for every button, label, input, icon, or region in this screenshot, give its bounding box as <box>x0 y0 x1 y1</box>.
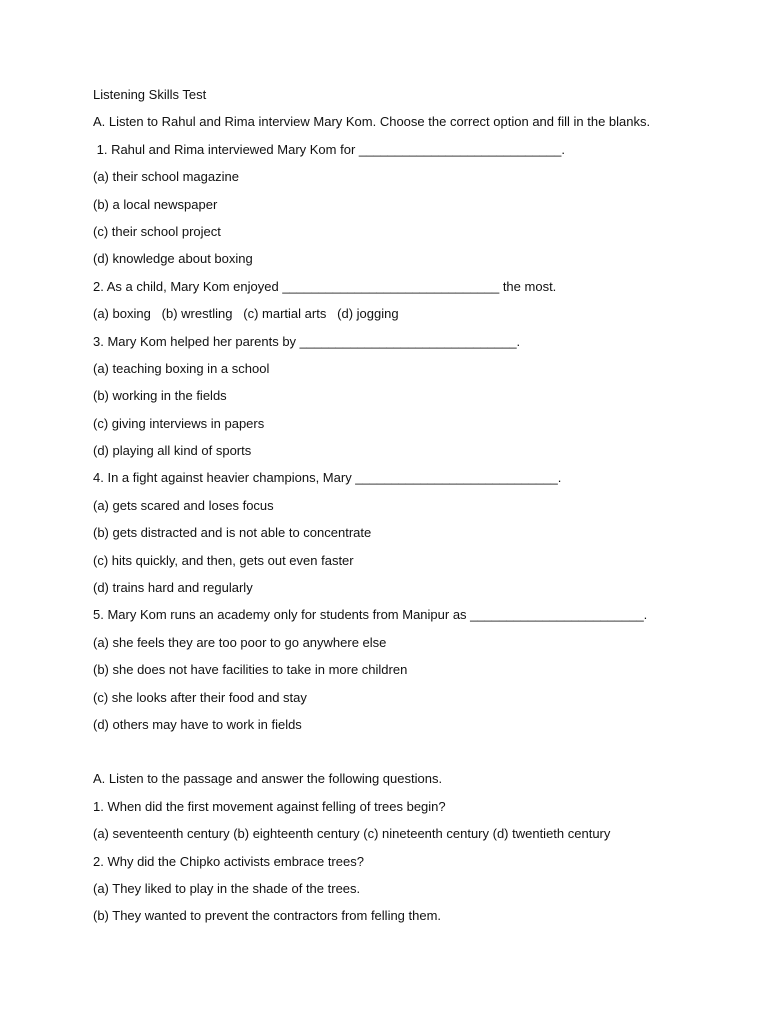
section-a-instruction: A. Listen to Rahul and Rima interview Mary Kom. Choose the correct option and fill in the blanks. <box>93 114 651 130</box>
answer-option: (c) giving interviews in papers <box>93 415 265 431</box>
answer-option: (a) They liked to play in the shade of the trees. <box>93 880 361 896</box>
answer-option: (d) playing all kind of sports <box>93 443 252 459</box>
question-prompt: 1. When did the first movement against felling of trees begin? <box>93 798 446 814</box>
answer-option: (a) she feels they are too poor to go anywhere else <box>93 634 387 650</box>
answer-option: (b) working in the fields <box>93 388 227 404</box>
question-prompt: 2. Why did the Chipko activists embrace trees? <box>93 853 364 869</box>
section-spacer <box>93 743 713 770</box>
answer-option: (c) she looks after their food and stay <box>93 689 307 705</box>
section-b-instruction: A. Listen to the passage and answer the following questions. <box>93 771 443 787</box>
answer-options-inline: (a) seventeenth century (b) eighteenth century (c) nineteenth century (d) twentieth century <box>93 826 611 842</box>
answer-option: (c) hits quickly, and then, gets out even faster <box>93 552 354 568</box>
answer-option: (d) knowledge about boxing <box>93 251 253 267</box>
answer-option: (c) their school project <box>93 223 221 239</box>
question-prompt: 2. As a child, Mary Kom enjoyed ______________________________ the most. <box>93 278 557 294</box>
document-title: Listening Skills Test <box>93 87 207 102</box>
answer-option: (d) others may have to work in fields <box>93 716 302 732</box>
question-prompt: 1. Rahul and Rima interviewed Mary Kom for ____________________________. <box>93 141 565 157</box>
answer-option: (a) their school magazine <box>93 169 239 185</box>
answer-option: (b) They wanted to prevent the contractors from felling them. <box>93 908 442 924</box>
question-prompt: 5. Mary Kom runs an academy only for students from Manipur as ________________________. <box>93 607 648 623</box>
document-body <box>93 86 713 935</box>
answer-option: (b) she does not have facilities to take in more children <box>93 662 408 678</box>
question-prompt: 4. In a fight against heavier champions, Mary ____________________________. <box>93 470 562 486</box>
question-prompt: 3. Mary Kom helped her parents by ______________________________. <box>93 333 521 349</box>
answer-option: (a) teaching boxing in a school <box>93 360 270 376</box>
answer-option: (d) trains hard and regularly <box>93 580 253 596</box>
answer-option: (b) a local newspaper <box>93 196 218 212</box>
answer-option: (b) gets distracted and is not able to concentrate <box>93 525 372 541</box>
answer-option: (a) gets scared and loses focus <box>93 497 274 513</box>
answer-options-inline: (a) boxing (b) wrestling (c) martial arts (d) jogging <box>93 306 399 322</box>
